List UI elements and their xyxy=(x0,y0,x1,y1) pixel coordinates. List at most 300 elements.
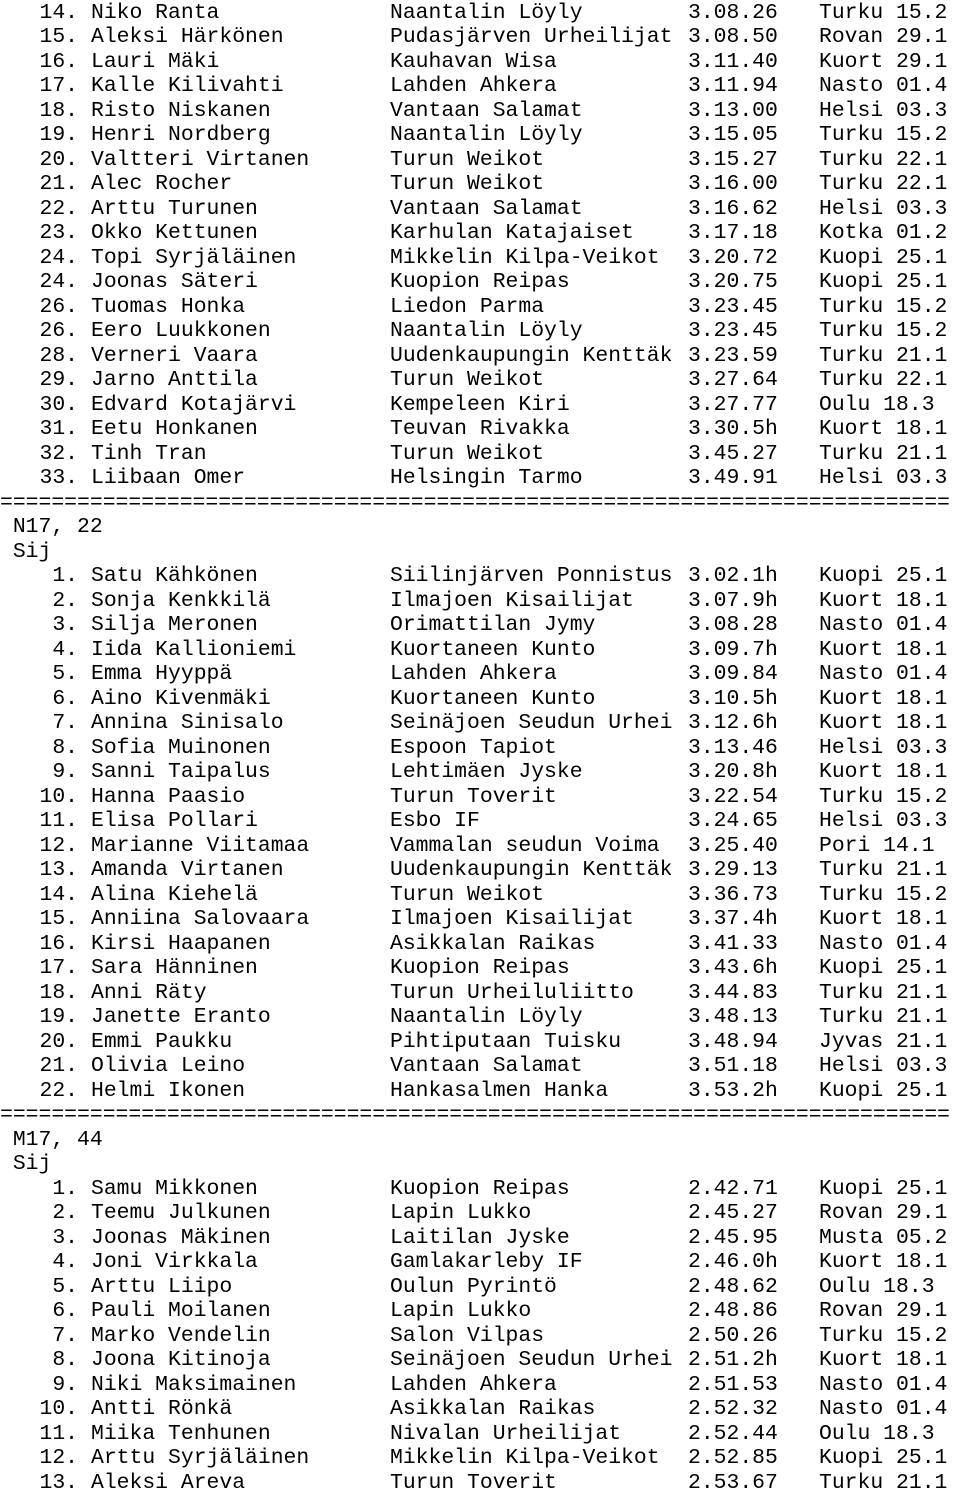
result-row xyxy=(0,956,960,981)
club-name: Mikkelin Kilpa-Veikot xyxy=(390,1446,660,1471)
venue-date: Turku 15.2 xyxy=(819,785,947,810)
venue-date: Turku 21.1 xyxy=(819,442,947,467)
venue-date: Helsi 03.3 xyxy=(819,809,947,834)
result-time: 2.51.53 xyxy=(688,1373,778,1398)
result-row xyxy=(0,613,960,638)
athlete-name: Kalle Kilivahti xyxy=(91,74,284,99)
rank-cell: 6. xyxy=(0,1299,78,1324)
club-name: Turun Toverit xyxy=(390,785,557,810)
result-row xyxy=(0,932,960,957)
result-row xyxy=(0,564,960,589)
venue-date: Kuopi 25.1 xyxy=(819,270,947,295)
result-row xyxy=(0,785,960,810)
club-name: Asikkalan Raikas xyxy=(390,932,595,957)
club-name: Turun Weikot xyxy=(390,148,544,173)
venue-date: Kuort 18.1 xyxy=(819,1348,947,1373)
club-name: Uudenkaupungin Kenttäk xyxy=(390,858,672,883)
rank-cell: 4. xyxy=(0,1250,78,1275)
result-time: 3.23.45 xyxy=(688,295,778,320)
rank-cell: 13. xyxy=(0,858,78,883)
athlete-name: Olivia Leino xyxy=(91,1054,245,1079)
result-time: 3.20.72 xyxy=(688,246,778,271)
result-row xyxy=(0,1226,960,1251)
result-row xyxy=(0,417,960,442)
venue-date: Jyvas 21.1 xyxy=(819,1030,947,1055)
athlete-name: Sonja Kenkkilä xyxy=(91,589,271,614)
venue-date: Turku 22.1 xyxy=(819,368,947,393)
rank-cell: 20. xyxy=(0,1030,78,1055)
result-time: 3.15.27 xyxy=(688,148,778,173)
venue-date: Helsi 03.3 xyxy=(819,1054,947,1079)
result-row xyxy=(0,50,960,75)
venue-date: Kuopi 25.1 xyxy=(819,1177,947,1202)
column-header: Sij xyxy=(0,540,960,565)
result-time: 3.48.13 xyxy=(688,1005,778,1030)
venue-date: Kuort 18.1 xyxy=(819,907,947,932)
venue-date: Turku 21.1 xyxy=(819,981,947,1006)
venue-date: Turku 15.2 xyxy=(819,319,947,344)
club-name: Karhulan Katajaiset xyxy=(390,221,634,246)
club-name: Laitilan Jyske xyxy=(390,1226,570,1251)
club-name: Liedon Parma xyxy=(390,295,544,320)
rank-cell: 14. xyxy=(0,883,78,908)
venue-date: Turku 15.2 xyxy=(819,123,947,148)
result-time: 3.36.73 xyxy=(688,883,778,908)
club-name: Uudenkaupungin Kenttäk xyxy=(390,344,672,369)
venue-date: Kuort 29.1 xyxy=(819,50,947,75)
venue-date: Turku 15.2 xyxy=(819,1324,947,1349)
athlete-name: Miika Tenhunen xyxy=(91,1422,271,1447)
rank-cell: 2. xyxy=(0,589,78,614)
venue-date: Kuort 18.1 xyxy=(819,760,947,785)
rank-cell: 13. xyxy=(0,1471,78,1495)
athlete-name: Anniina Salovaara xyxy=(91,907,309,932)
venue-date: Kuort 18.1 xyxy=(819,589,947,614)
result-row xyxy=(0,1373,960,1398)
club-name: Kempeleen Kiri xyxy=(390,393,570,418)
result-row xyxy=(0,246,960,271)
rank-cell: 19. xyxy=(0,1005,78,1030)
club-name: Oulun Pyrintö xyxy=(390,1275,557,1300)
venue-date: Musta 05.2 xyxy=(819,1226,947,1251)
club-name: Asikkalan Raikas xyxy=(390,1397,595,1422)
athlete-name: Antti Rönkä xyxy=(91,1397,232,1422)
club-name: Helsingin Tarmo xyxy=(390,466,583,491)
athlete-name: Helmi Ikonen xyxy=(91,1079,245,1104)
club-name: Turun Weikot xyxy=(390,368,544,393)
result-time: 3.10.5h xyxy=(688,687,778,712)
club-name: Lapin Lukko xyxy=(390,1299,531,1324)
result-time: 2.46.0h xyxy=(688,1250,778,1275)
venue-date: Nasto 01.4 xyxy=(819,74,947,99)
athlete-name: Hanna Paasio xyxy=(91,785,245,810)
column-header: Sij xyxy=(0,1152,960,1177)
venue-date: Kuopi 25.1 xyxy=(819,1446,947,1471)
rank-cell: 1. xyxy=(0,1177,78,1202)
result-row xyxy=(0,393,960,418)
venue-date: Helsi 03.3 xyxy=(819,736,947,761)
result-time: 2.52.85 xyxy=(688,1446,778,1471)
result-row xyxy=(0,1299,960,1324)
venue-date: Pori 14.1 xyxy=(819,834,935,859)
rank-cell: 32. xyxy=(0,442,78,467)
rank-cell: 8. xyxy=(0,1348,78,1373)
rank-cell: 19. xyxy=(0,123,78,148)
athlete-name: Teemu Julkunen xyxy=(91,1201,271,1226)
result-time: 3.15.05 xyxy=(688,123,778,148)
result-time: 3.22.54 xyxy=(688,785,778,810)
result-time: 3.43.6h xyxy=(688,956,778,981)
athlete-name: Eero Luukkonen xyxy=(91,319,271,344)
club-name: Turun Toverit xyxy=(390,1471,557,1495)
venue-date: Helsi 03.3 xyxy=(819,197,947,222)
club-name: Lahden Ahkera xyxy=(390,1373,557,1398)
club-name: Vantaan Salamat xyxy=(390,197,583,222)
separator-line: ========================================================================== xyxy=(0,491,960,516)
rank-cell: 30. xyxy=(0,393,78,418)
result-row xyxy=(0,74,960,99)
result-row xyxy=(0,99,960,124)
rank-cell: 24. xyxy=(0,246,78,271)
athlete-name: Tinh Tran xyxy=(91,442,207,467)
club-name: Vantaan Salamat xyxy=(390,1054,583,1079)
rank-cell: 16. xyxy=(0,932,78,957)
result-time: 3.49.91 xyxy=(688,466,778,491)
result-row xyxy=(0,834,960,859)
venue-date: Kuopi 25.1 xyxy=(819,1079,947,1104)
rank-cell: 12. xyxy=(0,834,78,859)
rank-cell: 10. xyxy=(0,785,78,810)
result-time: 3.17.18 xyxy=(688,221,778,246)
venue-date: Rovan 29.1 xyxy=(819,25,947,50)
athlete-name: Anni Räty xyxy=(91,981,207,1006)
rank-cell: 26. xyxy=(0,295,78,320)
club-name: Vammalan seudun Voima xyxy=(390,834,660,859)
result-row xyxy=(0,589,960,614)
athlete-name: Elisa Pollari xyxy=(91,809,258,834)
result-row xyxy=(0,1397,960,1422)
result-time: 2.48.86 xyxy=(688,1299,778,1324)
result-row xyxy=(0,662,960,687)
result-time: 3.07.9h xyxy=(688,589,778,614)
result-time: 3.27.77 xyxy=(688,393,778,418)
result-time: 3.20.8h xyxy=(688,760,778,785)
venue-date: Kuopi 25.1 xyxy=(819,564,947,589)
club-name: Mikkelin Kilpa-Veikot xyxy=(390,246,660,271)
athlete-name: Arttu Syrjäläinen xyxy=(91,1446,309,1471)
result-row xyxy=(0,711,960,736)
rank-cell: 28. xyxy=(0,344,78,369)
athlete-name: Edvard Kotajärvi xyxy=(91,393,296,418)
result-row xyxy=(0,295,960,320)
rank-cell: 15. xyxy=(0,25,78,50)
club-name: Pihtiputaan Tuisku xyxy=(390,1030,621,1055)
result-time: 2.45.95 xyxy=(688,1226,778,1251)
athlete-name: Sofia Muinonen xyxy=(91,736,271,761)
club-name: Siilinjärven Ponnistus xyxy=(390,564,672,589)
rank-cell: 17. xyxy=(0,74,78,99)
athlete-name: Emmi Paukku xyxy=(91,1030,232,1055)
rank-cell: 10. xyxy=(0,1397,78,1422)
result-row xyxy=(0,221,960,246)
club-name: Naantalin Löyly xyxy=(390,1005,583,1030)
section-heading: N17, 22 xyxy=(0,515,960,540)
rank-cell: 3. xyxy=(0,1226,78,1251)
result-time: 2.53.67 xyxy=(688,1471,778,1495)
rank-cell: 20. xyxy=(0,148,78,173)
club-name: Naantalin Löyly xyxy=(390,123,583,148)
result-time: 3.48.94 xyxy=(688,1030,778,1055)
club-name: Seinäjoen Seudun Urhei xyxy=(390,711,672,736)
result-time: 3.41.33 xyxy=(688,932,778,957)
separator-line: ========================================================================== xyxy=(0,1103,960,1128)
result-row xyxy=(0,1471,960,1495)
result-time: 3.23.59 xyxy=(688,344,778,369)
athlete-name: Arttu Turunen xyxy=(91,197,258,222)
athlete-name: Lauri Mäki xyxy=(91,50,219,75)
rank-cell: 8. xyxy=(0,736,78,761)
result-time: 3.11.40 xyxy=(688,50,778,75)
athlete-name: Jarno Anttila xyxy=(91,368,258,393)
athlete-name: Tuomas Honka xyxy=(91,295,245,320)
rank-cell: 7. xyxy=(0,1324,78,1349)
venue-date: Nasto 01.4 xyxy=(819,613,947,638)
rank-cell: 9. xyxy=(0,1373,78,1398)
club-name: Vantaan Salamat xyxy=(390,99,583,124)
result-time: 3.16.62 xyxy=(688,197,778,222)
rank-cell: 11. xyxy=(0,809,78,834)
club-name: Orimattilan Jymy xyxy=(390,613,595,638)
athlete-name: Marianne Viitamaa xyxy=(91,834,309,859)
result-time: 3.24.65 xyxy=(688,809,778,834)
result-time: 3.08.50 xyxy=(688,25,778,50)
venue-date: Helsi 03.3 xyxy=(819,466,947,491)
result-time: 3.23.45 xyxy=(688,319,778,344)
result-row xyxy=(0,760,960,785)
venue-date: Turku 21.1 xyxy=(819,344,947,369)
venue-date: Turku 15.2 xyxy=(819,883,947,908)
result-time: 2.50.26 xyxy=(688,1324,778,1349)
athlete-name: Satu Kähkönen xyxy=(91,564,258,589)
result-row xyxy=(0,123,960,148)
club-name: Seinäjoen Seudun Urhei xyxy=(390,1348,672,1373)
result-time: 2.52.32 xyxy=(688,1397,778,1422)
result-row xyxy=(0,858,960,883)
result-time: 2.42.71 xyxy=(688,1177,778,1202)
result-row xyxy=(0,907,960,932)
athlete-name: Alec Rocher xyxy=(91,172,232,197)
result-time: 3.02.1h xyxy=(688,564,778,589)
club-name: Ilmajoen Kisailijat xyxy=(390,907,634,932)
rank-cell: 24. xyxy=(0,270,78,295)
club-name: Turun Weikot xyxy=(390,442,544,467)
club-name: Turun Weikot xyxy=(390,172,544,197)
athlete-name: Topi Syrjäläinen xyxy=(91,246,296,271)
rank-cell: 16. xyxy=(0,50,78,75)
venue-date: Turku 15.2 xyxy=(819,295,947,320)
venue-date: Nasto 01.4 xyxy=(819,1397,947,1422)
club-name: Teuvan Rivakka xyxy=(390,417,570,442)
venue-date: Oulu 18.3 xyxy=(819,1422,935,1447)
rank-cell: 22. xyxy=(0,1079,78,1104)
athlete-name: Pauli Moilanen xyxy=(91,1299,271,1324)
result-row xyxy=(0,1446,960,1471)
athlete-name: Emma Hyyppä xyxy=(91,662,232,687)
rank-cell: 33. xyxy=(0,466,78,491)
rank-cell: 15. xyxy=(0,907,78,932)
rank-cell: 7. xyxy=(0,711,78,736)
venue-date: Oulu 18.3 xyxy=(819,1275,935,1300)
venue-date: Oulu 18.3 xyxy=(819,393,935,418)
athlete-name: Amanda Virtanen xyxy=(91,858,284,883)
venue-date: Turku 21.1 xyxy=(819,1471,947,1495)
rank-cell: 14. xyxy=(0,1,78,26)
result-time: 3.27.64 xyxy=(688,368,778,393)
result-row xyxy=(0,1005,960,1030)
result-row xyxy=(0,736,960,761)
venue-date: Kuopi 25.1 xyxy=(819,956,947,981)
athlete-name: Sanni Taipalus xyxy=(91,760,271,785)
result-time: 3.25.40 xyxy=(688,834,778,859)
result-time: 3.09.7h xyxy=(688,638,778,663)
club-name: Kuopion Reipas xyxy=(390,956,570,981)
rank-cell: 4. xyxy=(0,638,78,663)
rank-cell: 22. xyxy=(0,197,78,222)
result-row xyxy=(0,1054,960,1079)
result-row xyxy=(0,25,960,50)
venue-date: Helsi 03.3 xyxy=(819,99,947,124)
athlete-name: Aino Kivenmäki xyxy=(91,687,271,712)
section-heading: M17, 44 xyxy=(0,1128,960,1153)
result-time: 2.51.2h xyxy=(688,1348,778,1373)
club-name: Pudasjärven Urheilijat xyxy=(390,25,672,50)
athlete-name: Liibaan Omer xyxy=(91,466,245,491)
rank-cell: 2. xyxy=(0,1201,78,1226)
venue-date: Nasto 01.4 xyxy=(819,932,947,957)
result-row xyxy=(0,687,960,712)
club-name: Espoon Tapiot xyxy=(390,736,557,761)
athlete-name: Aleksi Areva xyxy=(91,1471,245,1495)
result-time: 2.45.27 xyxy=(688,1201,778,1226)
rank-cell: 5. xyxy=(0,1275,78,1300)
result-row xyxy=(0,1348,960,1373)
result-time: 3.13.46 xyxy=(688,736,778,761)
athlete-name: Sara Hänninen xyxy=(91,956,258,981)
club-name: Nivalan Urheilijat xyxy=(390,1422,621,1447)
rank-cell: 21. xyxy=(0,172,78,197)
result-row xyxy=(0,1030,960,1055)
result-row xyxy=(0,368,960,393)
club-name: Naantalin Löyly xyxy=(390,319,583,344)
rank-cell: 21. xyxy=(0,1054,78,1079)
result-time: 3.12.6h xyxy=(688,711,778,736)
result-time: 3.51.18 xyxy=(688,1054,778,1079)
result-time: 2.48.62 xyxy=(688,1275,778,1300)
result-row xyxy=(0,148,960,173)
venue-date: Kuort 18.1 xyxy=(819,638,947,663)
athlete-name: Aleksi Härkönen xyxy=(91,25,284,50)
athlete-name: Janette Eranto xyxy=(91,1005,271,1030)
result-row xyxy=(0,1,960,26)
athlete-name: Joonas Säteri xyxy=(91,270,258,295)
club-name: Naantalin Löyly xyxy=(390,1,583,26)
rank-cell: 3. xyxy=(0,613,78,638)
result-time: 3.20.75 xyxy=(688,270,778,295)
rank-cell: 12. xyxy=(0,1446,78,1471)
club-name: Esbo IF xyxy=(390,809,480,834)
rank-cell: 18. xyxy=(0,981,78,1006)
result-row xyxy=(0,319,960,344)
club-name: Salon Vilpas xyxy=(390,1324,544,1349)
result-time: 3.13.00 xyxy=(688,99,778,124)
venue-date: Rovan 29.1 xyxy=(819,1201,947,1226)
result-row xyxy=(0,981,960,1006)
venue-date: Turku 21.1 xyxy=(819,1005,947,1030)
result-time: 3.11.94 xyxy=(688,74,778,99)
result-row xyxy=(0,172,960,197)
club-name: Lehtimäen Jyske xyxy=(390,760,583,785)
venue-date: Turku 21.1 xyxy=(819,858,947,883)
athlete-name: Joonas Mäkinen xyxy=(91,1226,271,1251)
rank-cell: 23. xyxy=(0,221,78,246)
result-row xyxy=(0,1201,960,1226)
result-row xyxy=(0,270,960,295)
club-name: Kuopion Reipas xyxy=(390,1177,570,1202)
athlete-name: Valtteri Virtanen xyxy=(91,148,309,173)
rank-cell: 31. xyxy=(0,417,78,442)
result-row xyxy=(0,1250,960,1275)
club-name: Gamlakarleby IF xyxy=(390,1250,583,1275)
result-row xyxy=(0,344,960,369)
result-time: 3.30.5h xyxy=(688,417,778,442)
result-row xyxy=(0,1275,960,1300)
venue-date: Kuort 18.1 xyxy=(819,417,947,442)
result-row xyxy=(0,197,960,222)
rank-cell: 17. xyxy=(0,956,78,981)
athlete-name: Verneri Vaara xyxy=(91,344,258,369)
result-time: 3.53.2h xyxy=(688,1079,778,1104)
athlete-name: Joona Kitinoja xyxy=(91,1348,271,1373)
rank-cell: 6. xyxy=(0,687,78,712)
athlete-name: Okko Kettunen xyxy=(91,221,258,246)
rank-cell: 1. xyxy=(0,564,78,589)
club-name: Lahden Ahkera xyxy=(390,74,557,99)
athlete-name: Kirsi Haapanen xyxy=(91,932,271,957)
club-name: Ilmajoen Kisailijat xyxy=(390,589,634,614)
rank-cell: 18. xyxy=(0,99,78,124)
rank-cell: 29. xyxy=(0,368,78,393)
result-time: 3.44.83 xyxy=(688,981,778,1006)
venue-date: Kuopi 25.1 xyxy=(819,246,947,271)
result-time: 3.16.00 xyxy=(688,172,778,197)
result-time: 3.09.84 xyxy=(688,662,778,687)
result-time: 3.37.4h xyxy=(688,907,778,932)
club-name: Turun Weikot xyxy=(390,883,544,908)
venue-date: Rovan 29.1 xyxy=(819,1299,947,1324)
athlete-name: Niko Ranta xyxy=(91,1,219,26)
athlete-name: Iida Kallioniemi xyxy=(91,638,296,663)
athlete-name: Henri Nordberg xyxy=(91,123,271,148)
rank-cell: 11. xyxy=(0,1422,78,1447)
venue-date: Turku 22.1 xyxy=(819,148,947,173)
venue-date: Turku 22.1 xyxy=(819,172,947,197)
athlete-name: Silja Meronen xyxy=(91,613,258,638)
club-name: Lahden Ahkera xyxy=(390,662,557,687)
venue-date: Kuort 18.1 xyxy=(819,711,947,736)
club-name: Kuortaneen Kunto xyxy=(390,687,595,712)
athlete-name: Alina Kiehelä xyxy=(91,883,258,908)
athlete-name: Risto Niskanen xyxy=(91,99,271,124)
